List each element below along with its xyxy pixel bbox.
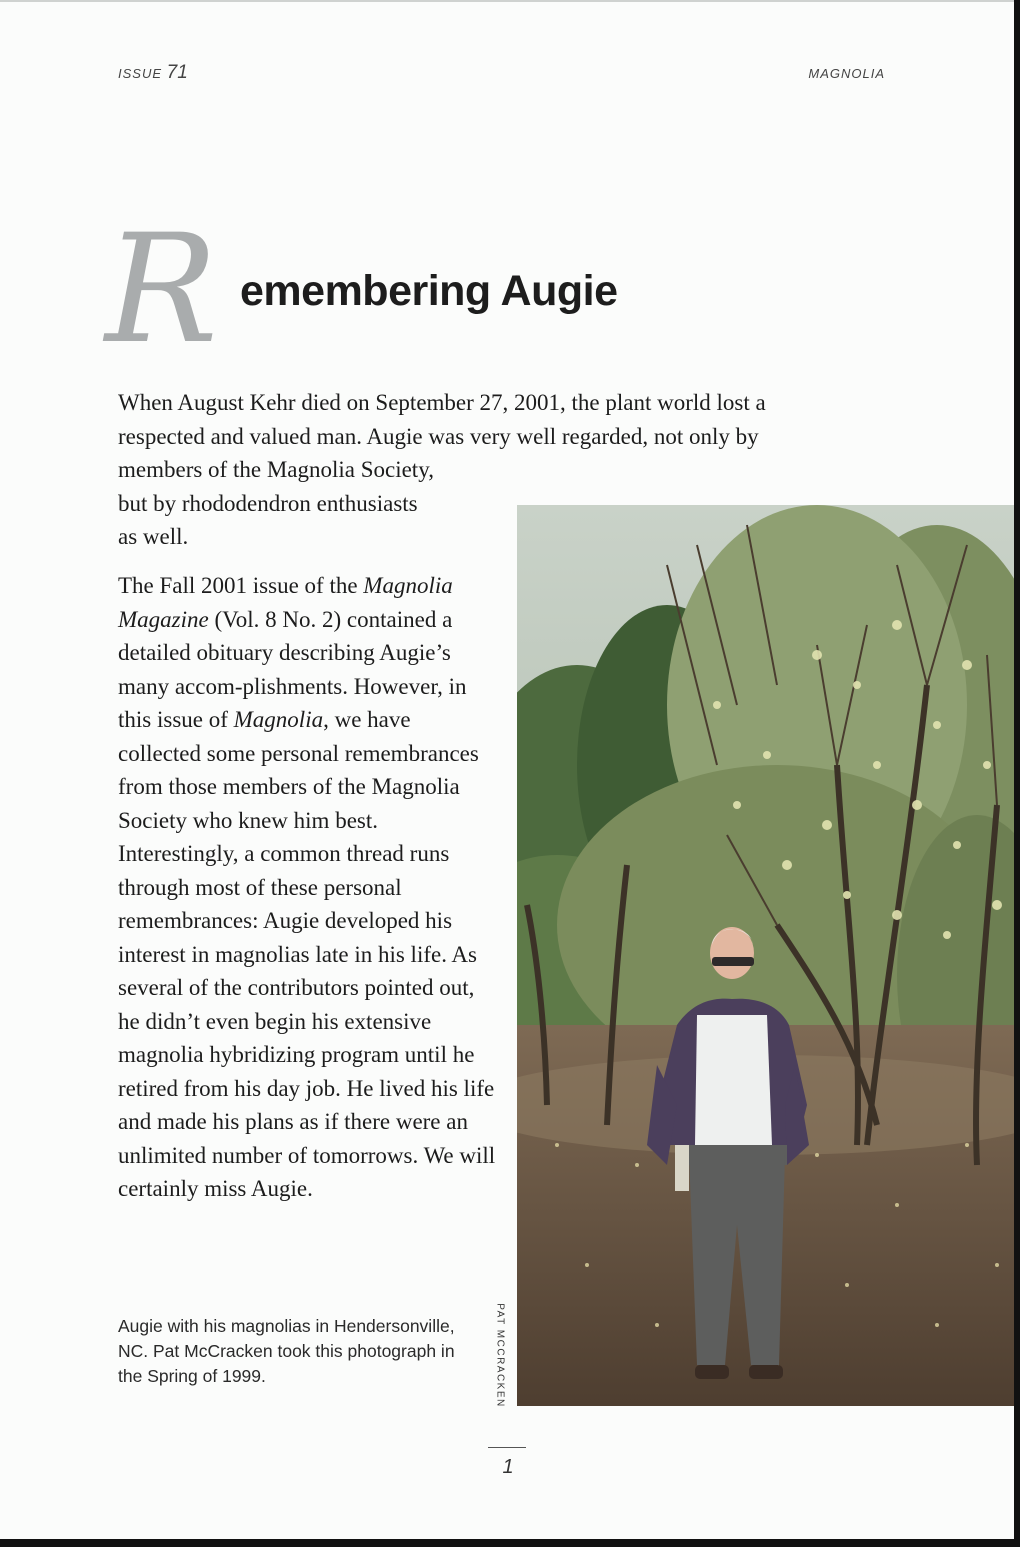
page-top-edge bbox=[0, 0, 1020, 2]
page-bottom-edge bbox=[0, 1539, 1020, 1547]
issue-word: ISSUE bbox=[118, 66, 163, 81]
main-text: , we have collected some personal remembrances from those members of the Magnolia Society who knew him best. Interestingly, a common thread runs through most of these personal remembrances: Augie developed his interest in magnolias late in his life. As several of the contributors pointed out, he didn’t even begin his extensive magnolia hybridizing program until he retired from his day job. He lived his life and made his plans as if there were an unlimited number of tomorrows. We will certainly miss Augie. bbox=[118, 707, 496, 1201]
issue-number: 71 bbox=[166, 62, 188, 83]
lead-line: members of the Magnolia Society, bbox=[118, 457, 434, 482]
photo-caption: Augie with his magnolias in Hendersonville, NC. Pat McCracken took this photograph in the Spring of 1999. bbox=[118, 1316, 455, 1386]
magazine-title-italic: Magnolia Magazine bbox=[118, 573, 453, 632]
main-text: (Vol. 8 No. 2) contained a detailed obituary describing Augie’s many accom-plishments. However, in this issue of bbox=[118, 606, 467, 732]
issue-label bbox=[118, 62, 188, 84]
lead-line: When August Kehr died on September 27, 2001, the plant world lost a bbox=[118, 390, 766, 415]
lead-line: respected and valued man. Augie was very well regarded, not only by bbox=[118, 423, 759, 449]
lead-line: as well. bbox=[118, 524, 189, 549]
title-dropcap: R bbox=[105, 203, 218, 377]
folio-rule bbox=[488, 1447, 526, 1448]
photo-illustration bbox=[517, 505, 1014, 1406]
magazine-name-italic: Magnolia bbox=[233, 707, 324, 732]
photo-augie-magnolias bbox=[517, 505, 1014, 1406]
main-text: The Fall 2001 issue of the bbox=[118, 573, 364, 598]
title-text: emembering Augie bbox=[240, 267, 618, 315]
page-right-edge bbox=[1014, 0, 1020, 1547]
main-paragraph bbox=[118, 569, 498, 1206]
page-number: 1 bbox=[502, 1456, 514, 1478]
lead-line: but by rhododendron enthusiasts bbox=[118, 490, 418, 516]
photo-credit: PAT MCCRACKEN bbox=[494, 1303, 506, 1408]
magazine-name: MAGNOLIA bbox=[808, 66, 885, 81]
article-title bbox=[105, 203, 805, 395]
